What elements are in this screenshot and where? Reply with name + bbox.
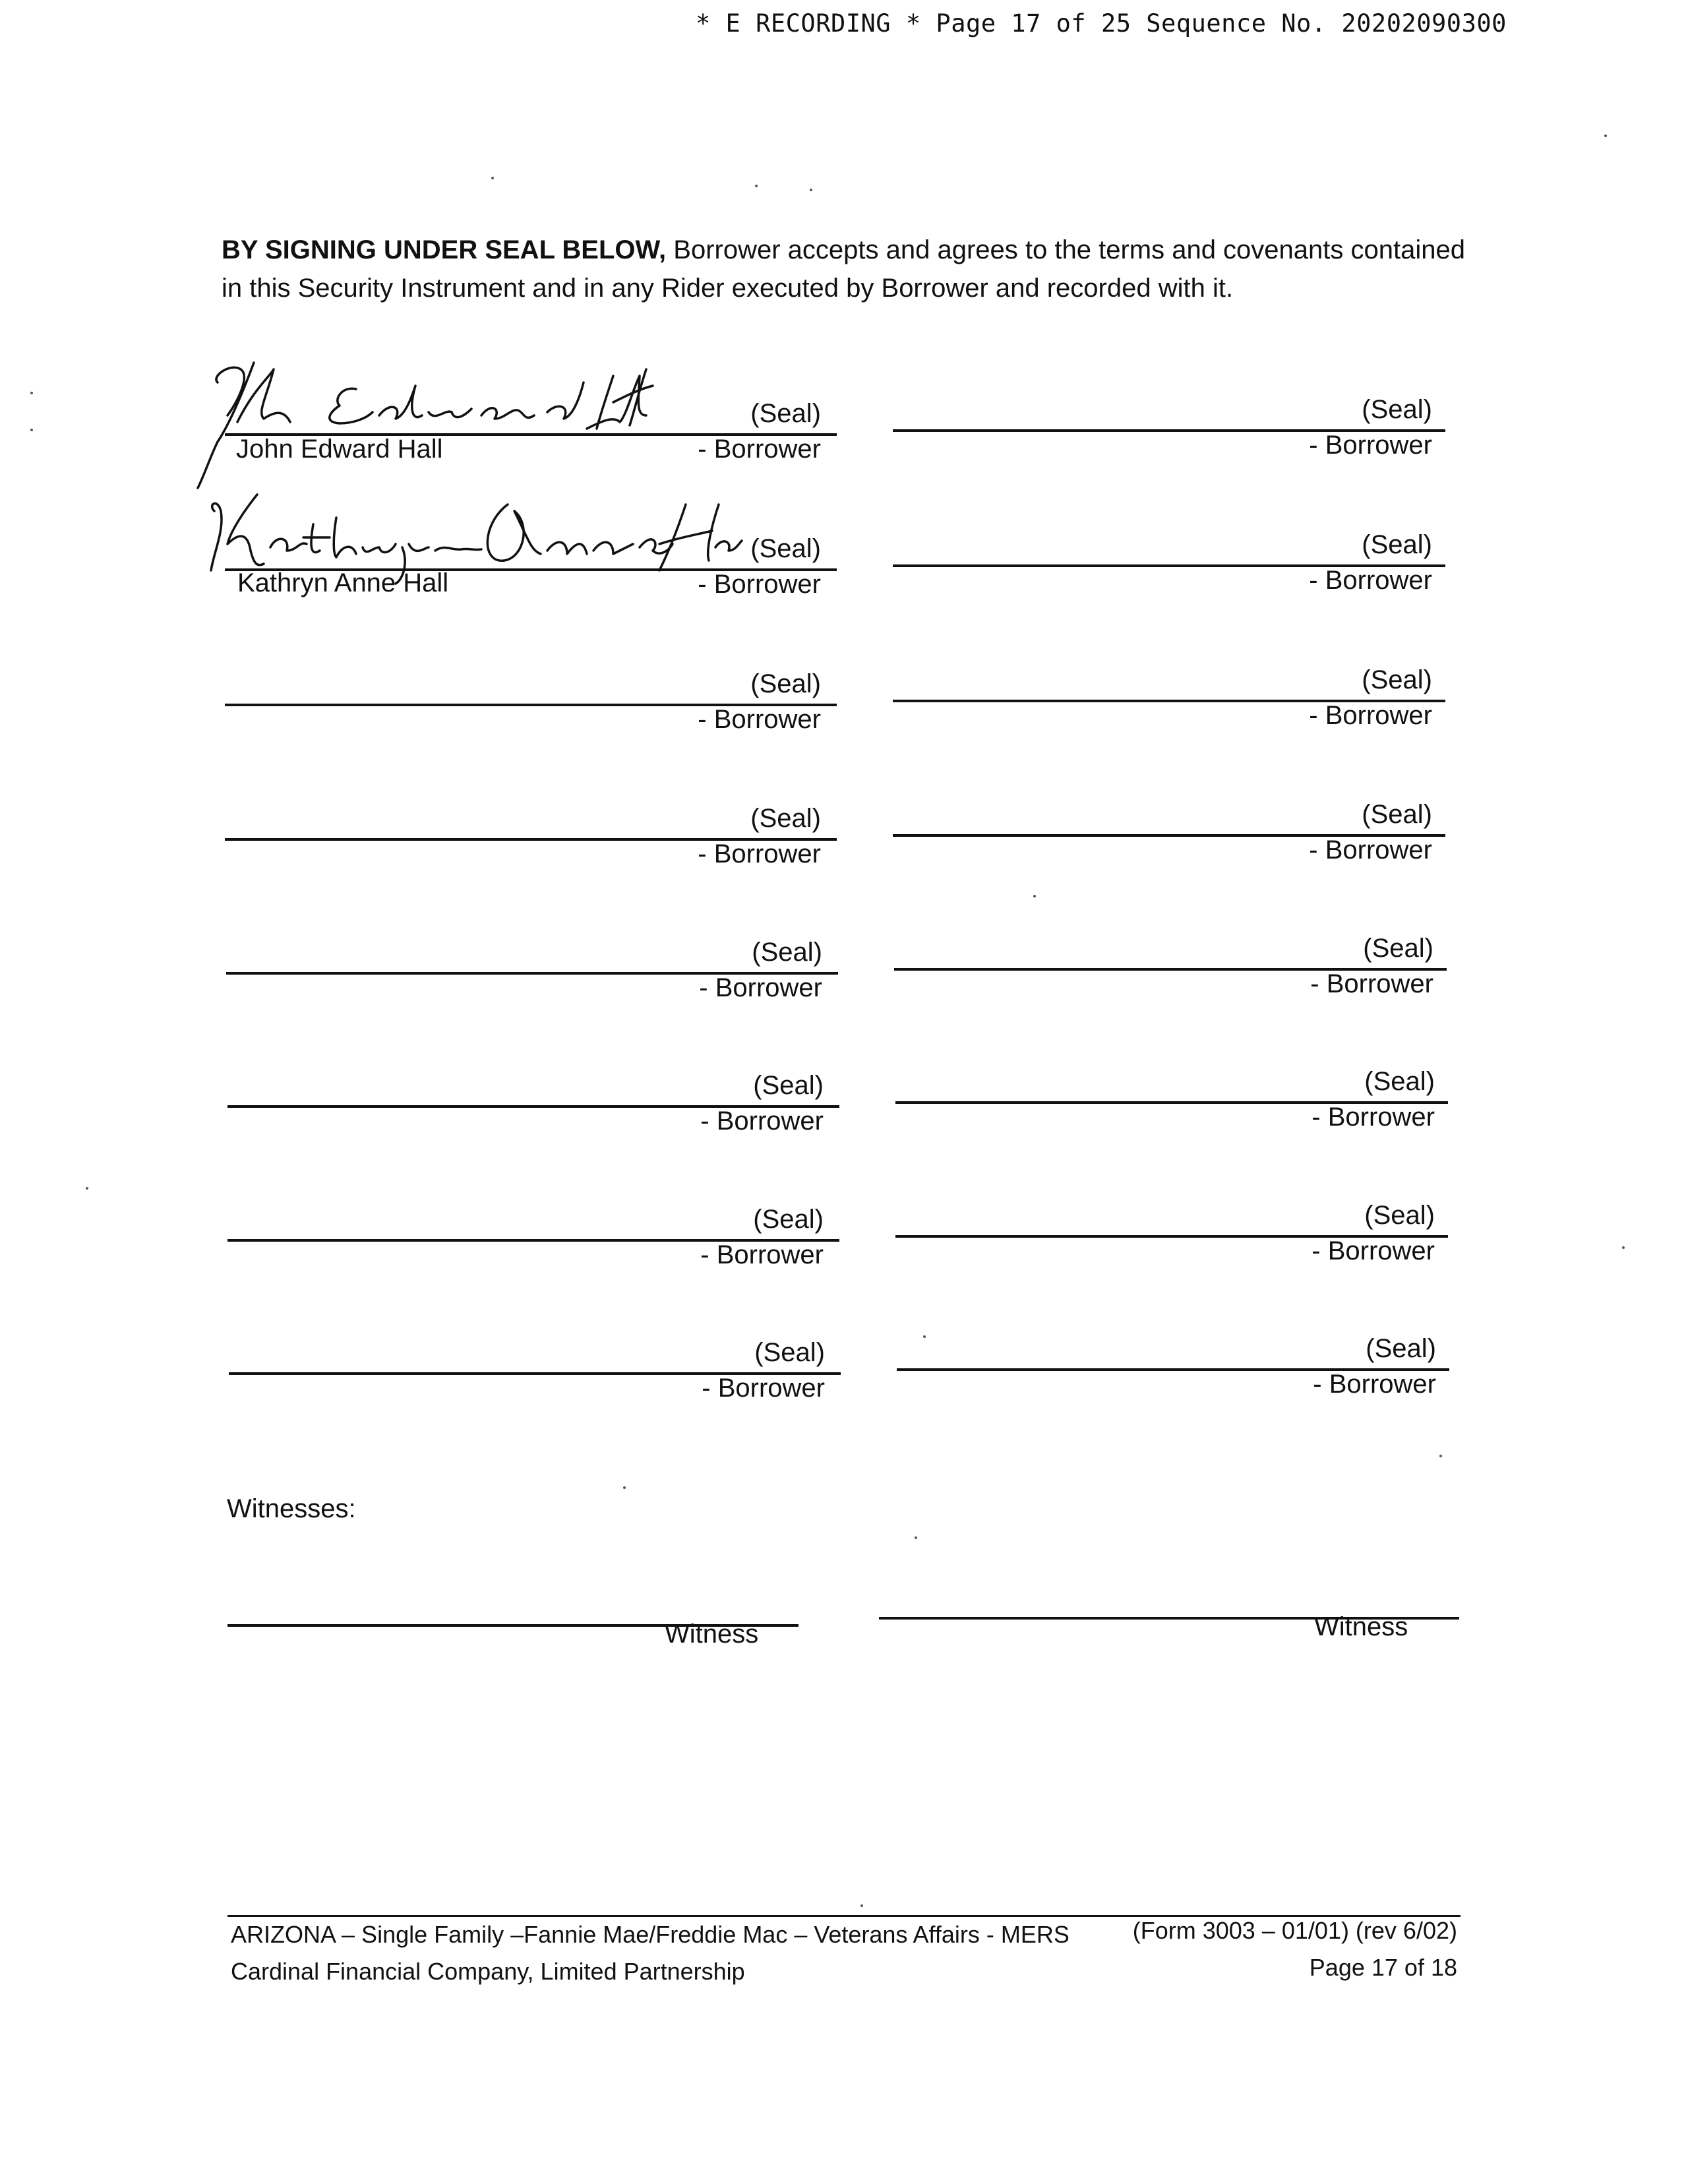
borrower-label: - Borrower: [699, 973, 822, 1002]
borrower-label: - Borrower: [698, 705, 821, 734]
borrower-label: - Borrower: [1311, 1236, 1435, 1265]
borrower-label: - Borrower: [1309, 835, 1432, 864]
seal-label: (Seal): [750, 804, 821, 833]
scan-speck: [1622, 1246, 1625, 1249]
seal-label: (Seal): [750, 399, 821, 428]
borrower-label: - Borrower: [698, 570, 821, 599]
seal-label: (Seal): [753, 1205, 824, 1234]
footer-right: [1133, 1912, 1457, 1986]
footer-left: [231, 1916, 1070, 1990]
statement-line-1: [222, 231, 1474, 269]
borrower-label: - Borrower: [700, 1107, 824, 1136]
statement-line-2: in this Security Instrument and in any Rider executed by Borrower and recorded with it.: [222, 274, 1234, 303]
borrower-label: - Borrower: [1309, 701, 1432, 730]
signature-kathryn-anne-hall: [198, 485, 745, 590]
scan-speck: [30, 392, 33, 394]
footer-form-number: (Form 3003 – 01/01) (rev 6/02): [1132, 1917, 1457, 1944]
seal-label: (Seal): [1362, 395, 1432, 424]
scan-speck: [923, 1335, 926, 1338]
borrower-label: - Borrower: [1310, 969, 1433, 998]
signer-printed-name: John Edward Hall: [236, 435, 443, 464]
footer-company: Cardinal Financial Company, Limited Partnership: [231, 1958, 745, 1985]
seal-label: (Seal): [1363, 934, 1433, 963]
witnesses-heading: Witnesses:: [227, 1494, 356, 1523]
seal-label: (Seal): [754, 1338, 825, 1367]
signing-statement: [222, 231, 1474, 307]
signature-john-edward-hall: [191, 349, 666, 501]
borrower-label: - Borrower: [702, 1374, 825, 1403]
scan-speck: [491, 177, 494, 179]
seal-label: (Seal): [1364, 1201, 1435, 1230]
scan-speck: [1439, 1455, 1442, 1457]
seal-label: (Seal): [1362, 800, 1432, 829]
seal-label: (Seal): [1362, 665, 1432, 694]
statement-line-1-rest: Borrower accepts and agrees to the terms and covenants contained: [666, 235, 1465, 264]
scan-speck: [860, 1904, 863, 1907]
borrower-label: - Borrower: [1313, 1370, 1436, 1399]
seal-label: (Seal): [750, 534, 821, 563]
scan-speck: [30, 429, 33, 431]
witness-label-right: Witness: [1314, 1612, 1408, 1641]
borrower-label: - Borrower: [1309, 431, 1432, 460]
seal-label: (Seal): [1362, 530, 1432, 559]
scan-speck: [1033, 895, 1036, 897]
scan-speck: [623, 1486, 626, 1489]
seal-label: (Seal): [750, 669, 821, 698]
borrower-label: - Borrower: [698, 839, 821, 868]
recording-header: * E RECORDING * Page 17 of 25 Sequence No. 20202090300: [696, 9, 1507, 38]
seal-label: (Seal): [752, 938, 822, 967]
statement-bold-lead: BY SIGNING UNDER SEAL BELOW,: [222, 235, 667, 264]
signer-printed-name: Kathryn Anne Hall: [237, 568, 449, 597]
scan-speck: [86, 1187, 88, 1190]
scan-speck: [1604, 135, 1607, 137]
footer-page: Page 17 of 18: [1309, 1954, 1457, 1981]
borrower-label: - Borrower: [1309, 566, 1432, 595]
witness-label-left: Witness: [665, 1620, 759, 1649]
seal-label: (Seal): [753, 1071, 824, 1100]
borrower-label: - Borrower: [698, 435, 821, 464]
footer-form-line: ARIZONA – Single Family –Fannie Mae/Freddie Mac – Veterans Affairs - MERS: [231, 1921, 1070, 1948]
borrower-label: - Borrower: [1311, 1103, 1435, 1132]
borrower-label: - Borrower: [700, 1240, 824, 1269]
seal-label: (Seal): [1366, 1334, 1436, 1363]
scan-speck: [755, 185, 758, 187]
scan-speck: [810, 189, 812, 191]
seal-label: (Seal): [1364, 1067, 1435, 1096]
scan-speck: [915, 1536, 917, 1539]
